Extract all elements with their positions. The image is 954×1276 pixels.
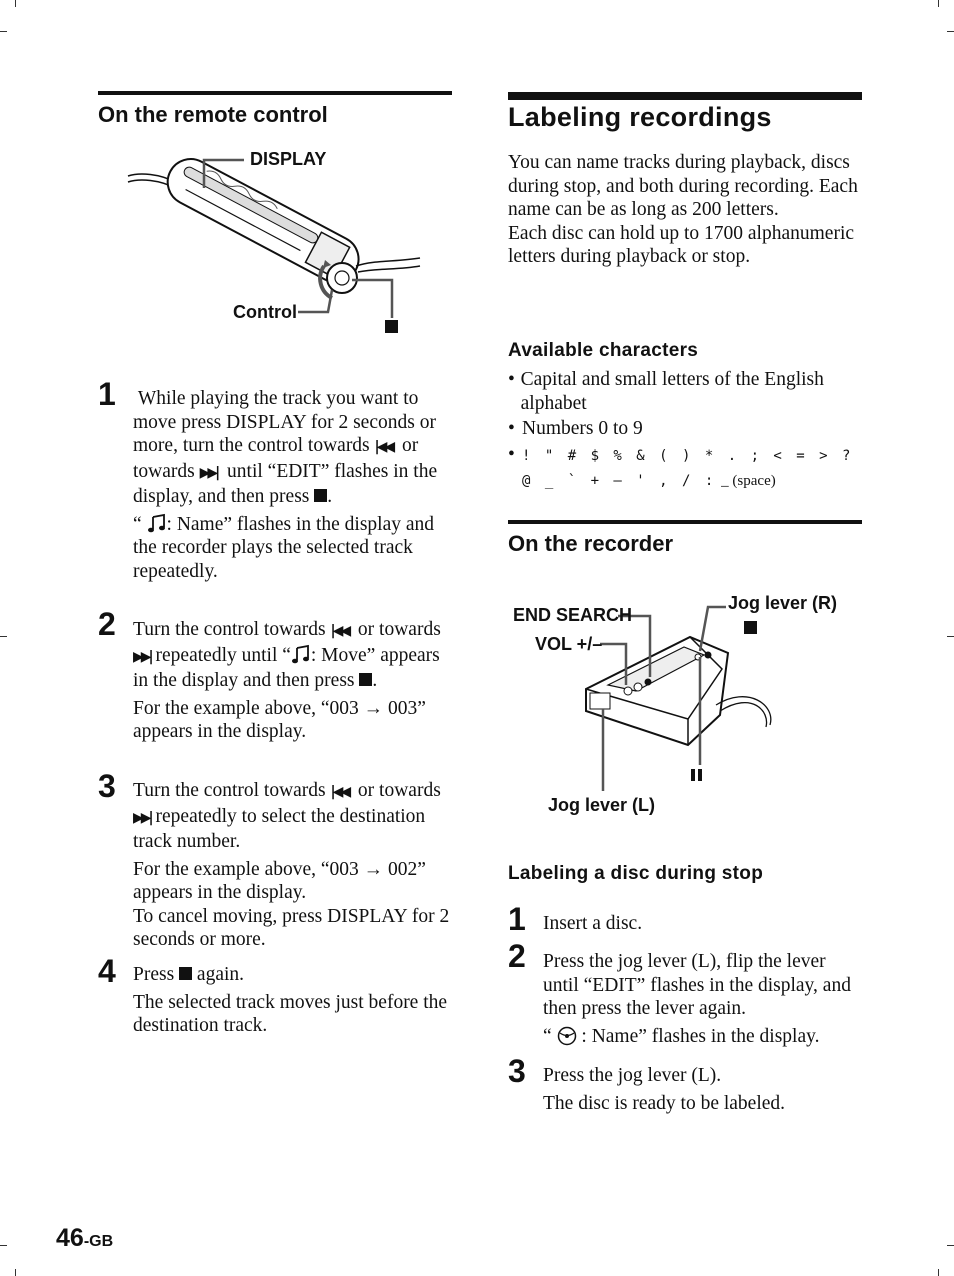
crop-mark xyxy=(947,1245,954,1246)
crop-mark xyxy=(15,1269,16,1276)
crop-mark xyxy=(15,0,16,7)
step-3-text: Press the jog lever (L). The disc is ready to be labeled. xyxy=(543,1065,786,1114)
crop-mark xyxy=(0,31,7,32)
vol-label: VOL +/– xyxy=(535,634,603,654)
crop-mark xyxy=(0,636,7,637)
step-3-number: 3 xyxy=(98,768,116,804)
prev-track-icon: |◀◀ xyxy=(374,439,393,455)
prev-track-icon: |◀◀ xyxy=(330,623,349,639)
list-item: • Capital and small letters of the English alphabet xyxy=(508,369,824,414)
jog-lever-l-label: Jog lever (L) xyxy=(548,795,656,815)
crop-mark xyxy=(938,0,939,7)
next-track-icon: ▶▶| xyxy=(133,648,151,665)
remote-control-illustration xyxy=(120,140,420,340)
step-1-text: Insert a disc. xyxy=(543,913,643,934)
crop-mark xyxy=(0,1245,7,1246)
display-label: DISPLAY xyxy=(250,149,327,169)
step-1-number: 1 xyxy=(508,901,526,937)
bullet-list xyxy=(508,368,858,494)
step-3-number: 3 xyxy=(508,1053,526,1089)
step-2-text: Turn the control towards |◀◀ or towards ▶▶| repeatedly until “ : Move” appears in the display and then press . For the example above, “003 → 003” appears in the display. xyxy=(133,619,441,742)
page-number: 46-GB xyxy=(56,1224,114,1252)
disc-icon xyxy=(557,1026,577,1046)
step-2-number: 2 xyxy=(98,606,116,642)
crop-mark xyxy=(947,636,954,637)
step-1-text: While playing the track you want to move press DISPLAY for 2 seconds or more, turn the control towards |◀◀ or towards ▶▶| until “EDIT” flashes in the display, and then press . “ : Name” flashes in the display and the recorder plays the selected track repeatedly. xyxy=(133,388,438,582)
end-search-label: END SEARCH xyxy=(513,605,633,625)
section-rule xyxy=(98,91,452,95)
crop-mark xyxy=(947,31,954,32)
music-note-icon xyxy=(291,645,311,665)
section-heading-recorder: On the recorder xyxy=(508,531,674,556)
stop-icon xyxy=(359,673,372,686)
intro-text: You can name tracks during playback, discs during stop, and both during recording. Each name can be as long as 200 letters. Each disc can hold up to 1700 alphanumeric letters during playback or stop. xyxy=(508,152,858,267)
step-2-number: 2 xyxy=(508,938,526,974)
control-label: Control xyxy=(233,302,297,322)
jog-lever-r-label: Jog lever (R) xyxy=(728,593,838,613)
next-track-icon: ▶▶| xyxy=(199,464,218,481)
step-3-text: Turn the control towards |◀◀ or towards ▶▶| repeatedly to select the destination track number. For the example above, “003 → 002” appears in the display. To cancel moving, press DISPLAY for 2 seconds or more. xyxy=(133,780,450,950)
next-track-icon: ▶▶| xyxy=(133,809,151,826)
prev-track-icon: |◀◀ xyxy=(330,784,349,800)
section-rule xyxy=(508,520,862,524)
step-2-text: Press the jog lever (L), flip the lever until “EDIT” flashes in the display, and then press the lever again. “ : Name” flashes in the display. xyxy=(543,951,851,1047)
stop-icon xyxy=(314,489,327,502)
labeling-disc-heading: Labeling a disc during stop xyxy=(508,863,764,884)
music-note-icon xyxy=(147,514,167,534)
list-item: • Numbers 0 to 9 xyxy=(508,418,643,439)
crop-mark xyxy=(938,1269,939,1276)
step-1-number: 1 xyxy=(98,376,116,412)
recorder-illustration xyxy=(508,585,848,825)
list-item: • ! " # $ % & ( ) * . ; < = > ? @ _ ` + – ' , / : _ (space) xyxy=(508,443,854,489)
available-characters-heading: Available characters xyxy=(508,340,699,361)
page-title: Labeling recordings xyxy=(508,102,772,132)
stop-icon xyxy=(179,967,192,980)
section-heading-remote: On the remote control xyxy=(98,102,328,127)
step-4-number: 4 xyxy=(98,953,116,989)
section-rule xyxy=(508,92,862,100)
step-4-text: Press again. The selected track moves just before the destination track. xyxy=(133,964,448,1036)
